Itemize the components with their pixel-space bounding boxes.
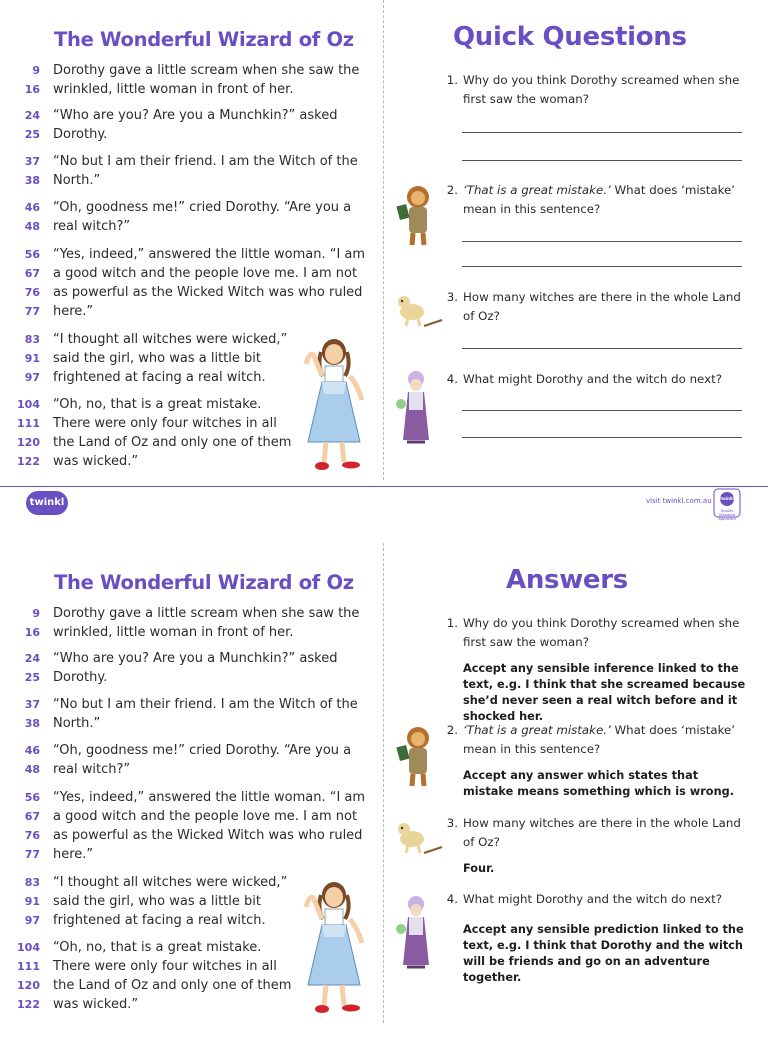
line-number: 120 (17, 979, 40, 992)
badge-logo: twinkl (720, 496, 734, 501)
question-number: 2. (446, 183, 458, 197)
answer-text: Four. (463, 862, 495, 875)
story-line: the Land of Oz and only one of them (53, 435, 292, 450)
answer-line (462, 160, 742, 161)
dorothy-illustration (296, 334, 372, 476)
line-number: 56 (24, 791, 40, 804)
story-line: said the girl, who was a little bit (53, 894, 261, 909)
story-line: Dorothy gave a little scream when she saw the (53, 63, 360, 78)
question-number: 1. (446, 73, 458, 87)
story-line: Dorothy. (53, 127, 108, 142)
question-text: How many witches are there in the whole Land of Oz? (463, 816, 741, 849)
twinkl-logo: twinkl (26, 491, 68, 515)
toto-dog-illustration (394, 819, 446, 859)
question-text: What does ‘mistake’ mean in this sentence? (463, 723, 736, 756)
question-text: What might Dorothy and the witch do next? (463, 372, 722, 386)
story-line: North.” (53, 716, 101, 731)
line-number: 9 (32, 64, 40, 77)
story-paragraph (0, 604, 372, 642)
line-number: 48 (24, 220, 40, 233)
answer-line (462, 266, 742, 267)
line-number: 46 (24, 201, 40, 214)
question-quote: ‘That is a great mistake.’ (463, 723, 611, 737)
story-line: here.” (53, 304, 94, 319)
answer-text: Accept any answer which states that mistake means something which is wrong. (463, 769, 734, 798)
story-paragraph (0, 695, 372, 733)
line-number: 120 (17, 436, 40, 449)
story-line: “Oh, no, that is a great mistake. (53, 397, 262, 412)
story-line: “Oh, goodness me!” cried Dorothy. “Are you a (53, 743, 352, 758)
answer-line (462, 241, 742, 242)
question-number: 3. (446, 816, 458, 830)
story-line: real witch?” (53, 762, 131, 777)
line-number: 104 (17, 398, 40, 411)
story-line: the Land of Oz and only one of them (53, 978, 292, 993)
question-number: 2. (446, 723, 458, 737)
story-paragraph (0, 245, 372, 321)
answer-line (462, 410, 742, 411)
footer-divider (0, 486, 768, 487)
line-number: 104 (17, 941, 40, 954)
line-number: 77 (24, 305, 40, 318)
line-number: 67 (24, 267, 40, 280)
story-line: said the girl, who was a little bit (53, 351, 261, 366)
good-witch-illustration (395, 370, 437, 446)
worksheet-bottom (0, 543, 768, 1055)
question-text: How many witches are there in the whole Land of Oz? (463, 290, 741, 323)
story-paragraph (0, 61, 372, 99)
line-number: 16 (24, 83, 40, 96)
story-line: “No but I am their friend. I am the Witch of the (53, 697, 358, 712)
story-line: a good witch and the people love me. I am not (53, 266, 358, 281)
line-number: 76 (24, 286, 40, 299)
story-line: frightened at facing a real witch. (53, 370, 266, 385)
line-number: 56 (24, 248, 40, 261)
line-number: 97 (24, 914, 40, 927)
answer-text: Accept any sensible inference linked to the text, e.g. I think that she screamed because she’d never seen a real witch before and it shocked her. (463, 662, 746, 723)
story-line: Dorothy. (53, 670, 108, 685)
story-line: “Yes, indeed,” answered the little woman. “I am (53, 790, 366, 805)
story-line: “No but I am their friend. I am the Witch of the (53, 154, 358, 169)
answers-title: Answers (506, 565, 628, 595)
story-paragraph (0, 649, 372, 687)
story-line: was wicked.” (53, 997, 139, 1012)
line-number: 67 (24, 810, 40, 823)
story-line: North.” (53, 173, 101, 188)
good-witch-illustration (395, 895, 437, 971)
line-number: 91 (24, 352, 40, 365)
story-line: frightened at facing a real witch. (53, 913, 266, 928)
answer-line (462, 437, 742, 438)
quick-questions-title: Quick Questions (453, 22, 687, 52)
story-paragraph (0, 741, 372, 779)
column-divider (383, 0, 384, 480)
story-line: “Oh, goodness me!” cried Dorothy. “Are you a (53, 200, 352, 215)
question-text: What might Dorothy and the witch do next? (463, 892, 722, 906)
answer-line (462, 348, 742, 349)
line-number: 25 (24, 671, 40, 684)
line-number: 25 (24, 128, 40, 141)
quality-badge (712, 488, 742, 521)
story-paragraph (0, 198, 372, 236)
question-number: 1. (446, 616, 458, 630)
line-number: 48 (24, 763, 40, 776)
story-title: The Wonderful Wizard of Oz (54, 28, 354, 51)
story-line: wrinkled, little woman in front of her. (53, 82, 294, 97)
line-number: 83 (24, 333, 40, 346)
line-number: 97 (24, 371, 40, 384)
story-line: “Who are you? Are you a Munchkin?” asked (53, 108, 338, 123)
story-line: real witch?” (53, 219, 131, 234)
story-line: was wicked.” (53, 454, 139, 469)
answer-line (462, 132, 742, 133)
question-text: What does ‘mistake’ mean in this sentence? (463, 183, 736, 216)
story-line: “Oh, no, that is a great mistake. (53, 940, 262, 955)
story-line: “I thought all witches were wicked,” (53, 875, 288, 890)
line-number: 46 (24, 744, 40, 757)
question-quote: ‘That is a great mistake.’ (463, 183, 611, 197)
worksheet-top (0, 0, 768, 521)
line-number: 9 (32, 607, 40, 620)
story-line: “Yes, indeed,” answered the little woman. “I am (53, 247, 366, 262)
question-number: 4. (446, 372, 458, 386)
line-number: 24 (24, 652, 40, 665)
story-paragraph (0, 106, 372, 144)
line-number: 24 (24, 109, 40, 122)
story-line: as powerful as the Wicked Witch was who ruled (53, 285, 363, 300)
line-number: 83 (24, 876, 40, 889)
line-number: 37 (24, 698, 40, 711)
story-title: The Wonderful Wizard of Oz (54, 571, 354, 594)
line-number: 16 (24, 626, 40, 639)
question-text: Why do you think Dorothy screamed when she first saw the woman? (463, 616, 740, 649)
line-number: 122 (17, 998, 40, 1011)
story-line: “Who are you? Are you a Munchkin?” asked (53, 651, 338, 666)
line-number: 37 (24, 155, 40, 168)
line-number: 38 (24, 174, 40, 187)
story-line: a good witch and the people love me. I am not (53, 809, 358, 824)
story-paragraph (0, 152, 372, 190)
story-line: wrinkled, little woman in front of her. (53, 625, 294, 640)
visit-link[interactable]: visit twinkl.com.au (646, 497, 712, 505)
story-paragraph (0, 788, 372, 864)
line-number: 111 (17, 417, 40, 430)
story-line: here.” (53, 847, 94, 862)
toto-dog-illustration (394, 292, 446, 332)
story-line: Dorothy gave a little scream when she saw the (53, 606, 360, 621)
question-text: Why do you think Dorothy screamed when she first saw the woman? (463, 73, 740, 106)
line-number: 122 (17, 455, 40, 468)
story-line: as powerful as the Wicked Witch was who ruled (53, 828, 363, 843)
column-divider (383, 543, 384, 1023)
story-line: There were only four witches in all (53, 416, 277, 431)
badge-text: Quality Standard Approved (718, 509, 736, 521)
story-line: There were only four witches in all (53, 959, 277, 974)
line-number: 91 (24, 895, 40, 908)
cowardly-lion-illustration (394, 726, 438, 790)
line-number: 111 (17, 960, 40, 973)
question-number: 3. (446, 290, 458, 304)
line-number: 76 (24, 829, 40, 842)
line-number: 77 (24, 848, 40, 861)
cowardly-lion-illustration (394, 185, 438, 249)
story-line: “I thought all witches were wicked,” (53, 332, 288, 347)
question-number: 4. (446, 892, 458, 906)
answer-text: Accept any sensible prediction linked to the text, e.g. I think that Dorothy and the witch will be friends and go on an adventure together. (463, 923, 744, 984)
dorothy-illustration (296, 877, 372, 1019)
line-number: 38 (24, 717, 40, 730)
